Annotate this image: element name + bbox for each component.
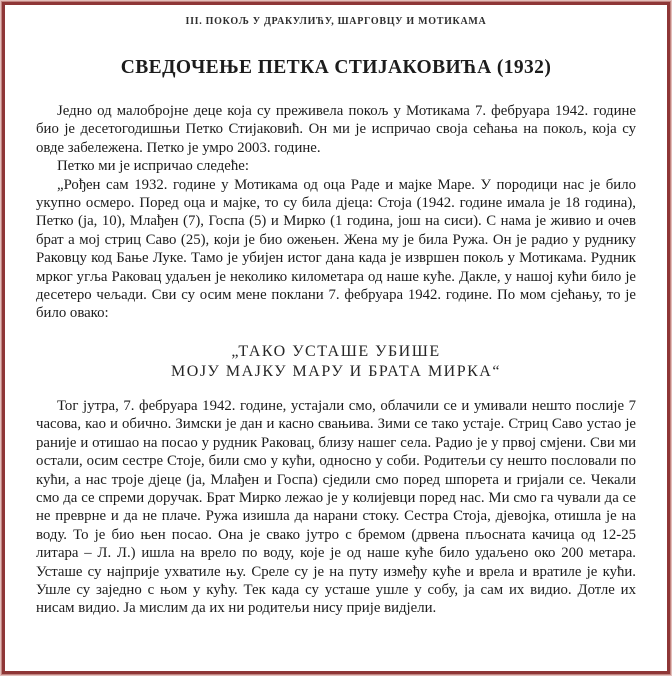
running-header: III. ПОКОЉ У ДРАКУЛИЋУ, ШАРГОВЦУ И МОТИКАМА (185, 16, 487, 27)
section-heading (36, 342, 636, 382)
page-title: СВЕДОЧЕЊЕ ПЕТКА СТИЈАКОВИЋА (1932) (120, 57, 552, 78)
paragraph-testimony-1: „Рођен сам 1932. године у Мотикама од оца Раде и мајке Маре. У породици нас је било укупно осмеро. Поред оца и мајке, то су била дјеца: Стоја (1942. године имала је 18 година), Петко (ја, 10), Млађен (7), Госпа (5) и Мирко (1 година, још на сиси). С нама је живио и очев брат а мој стриц Саво (25), који је био ожењен. Жена му је била Ружа. Он је радио у руднику Раковцу код Бање Луке. Тамо је убијен истог дана када је извршен покољ у Мотикама. Рудник мрког угља Раковац удаљен је неколико километара од наше куће. Дакле, у нашој кући било је десетеро чељади. Сви су осим мене поклани 7. фебруара 1942. године. По мом сјећању, то је било овако: (36, 176, 636, 322)
paragraph-lead-in: Петко ми је испричао следеће: (57, 158, 249, 175)
section-heading-line2: МОЈУ МАЈКУ МАРУ И БРАТА МИРКА“ (171, 362, 501, 380)
section-heading-line1: „ТАКО УСТАШЕ УБИШЕ (231, 342, 441, 360)
paragraph-intro: Једно од малобројне деце која су преживела покољ у Мотикама 7. фебруара 1942. године био је десетогодишњи Петко Стијаковић. Он ми је испричао своја сећања на покољ, која су овде забележена. Петко је умро 2003. године. (36, 103, 636, 156)
paragraph-testimony-2: Тог јутра, 7. фебруара 1942. године, устајали смо, облачили се и умивали нешто послије 7 часова, као и обично. Зимски је дан и касно свањива. Зими се тако устаје. Стриц Саво устао је раније и отишао на посао у рудник Раковац, близу нашег села. Радио је у првој смјени. Сви ми остали, осим сестре Стоје, били смо у кући, односно у соби. Родитељи су нешто пословали по кући, а нас троје дјеце (ја, Млађен и Госпа) сједили смо поред шпорета и гријали се. Чекали смо да се спреми доручак. Брат Мирко лежао је у колијевци поред нас. Ми смо га чували да се не преврне и да не плаче. Ружа изишла да нарани стоку. Сестра Стоја, дјевојка, отишла је на воду. То је био њен посао. Она је свако јутро с бремом (дрвена пљосната качица од 12-25 литара – Л. Л.) ишла на врело по воду, које је од наше куће било удаљено око 200 метара. Усташе су најприје ухватиле њу. Среле су је на путу између куће и врела и вратиле је кући. Ушле су заједно с њом у кућу. Тек када су усташе ушле у собу, ја сам их видио. Дотле их нисам видио. Ја мислим да их ни родитељи нису прије видјели. (36, 397, 636, 617)
